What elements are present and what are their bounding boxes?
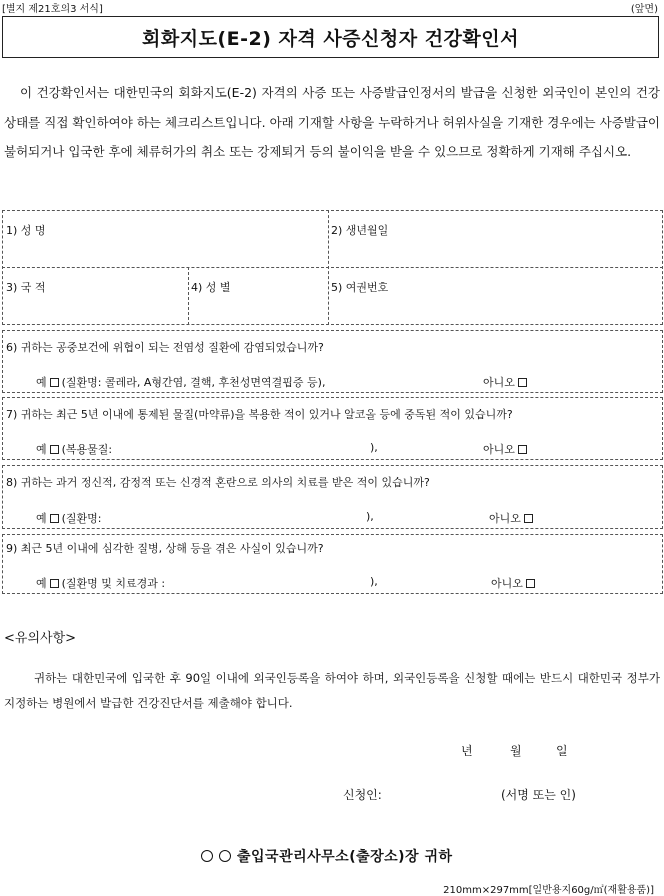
- answer-row: [36, 441, 112, 457]
- detail-label: (질환명: 콜레라, A형간염, 결핵, 후천성면역결핍증 등),: [61, 376, 326, 389]
- circle-blank-icon: [219, 850, 231, 862]
- question-text: 6) 귀하는 공중보건에 위협이 되는 전염성 질환에 감염되었습니까?: [6, 341, 324, 354]
- notes-paragraph: [4, 666, 660, 716]
- notes-text: 귀하는 대한민국에 입국한 후 90일 이내에 외국인등록을 하여야 하며, 외국인등록을 신청할 때에는 반드시 대한민국 정부가 지정하는 병원에서 발급한 건강진단서를 제출해야 합니다.: [4, 671, 660, 710]
- office-name: 출입국관리사무소(출장소)장 귀하: [237, 849, 453, 865]
- detail-label: (질환명:: [61, 512, 102, 525]
- yes-checkbox[interactable]: [50, 445, 59, 454]
- detail-close: ),: [370, 441, 378, 454]
- date-month-label: 월: [510, 744, 522, 758]
- yes-label: 예: [36, 376, 47, 389]
- no-label: 아니오: [483, 376, 515, 389]
- no-label: 아니오: [489, 512, 521, 525]
- detail-close: ),: [366, 510, 374, 523]
- intro-paragraph: [4, 78, 660, 167]
- personal-divider: [2, 267, 663, 268]
- detail-label: (복용물질:: [61, 443, 113, 456]
- signature-label: (서명 또는 인): [501, 788, 576, 802]
- form-number: [별지 제21호의3 서식]: [2, 4, 103, 15]
- yes-label: 예: [36, 577, 47, 590]
- document-title: 회화지도(E-2) 자격 사증신청자 건강확인서: [142, 27, 519, 50]
- intro-text: 이 건강확인서는 대한민국의 회화지도(E-2) 자격의 사증 또는 사증발급인정서의 발급을 신청한 외국인이 본인의 건강상태를 직접 확인하여야 하는 체크리스트입니다. 아래 기재할 사항을 누락하거나 허위사실을 기재한 경우에는 사증발급이 불허되거나 입국한 후에 체류허가의 취소 또는 강제퇴거 등의 불이익을 받을 수 있으므로 정확하게 기재해 주십시오.: [4, 85, 660, 159]
- question-text: 8) 귀하는 과거 정신적, 감정적 또는 신경적 혼란으로 의사의 치료를 받은 적이 있습니까?: [6, 476, 430, 489]
- circle-blank-icon: [201, 850, 213, 862]
- passport-field[interactable]: 5) 여권번호: [331, 281, 389, 294]
- personal-divider: [328, 210, 329, 325]
- applicant-label: 신청인:: [343, 788, 382, 802]
- yes-checkbox[interactable]: [50, 514, 59, 523]
- no-checkbox[interactable]: [526, 579, 535, 588]
- date-day-label: 일: [556, 744, 568, 758]
- personal-divider: [188, 267, 189, 325]
- yes-checkbox[interactable]: [50, 378, 59, 387]
- gender-field[interactable]: 4) 성 별: [191, 281, 231, 294]
- no-label: 아니오: [491, 577, 523, 590]
- no-option: [489, 510, 536, 526]
- no-option: [491, 575, 538, 591]
- no-checkbox[interactable]: [524, 514, 533, 523]
- name-field[interactable]: 1) 성 명: [6, 224, 46, 237]
- no-label: 아니오: [483, 443, 515, 456]
- date-year-label: 년: [461, 744, 473, 758]
- no-option: [483, 374, 530, 390]
- question-text: 9) 최근 5년 이내에 심각한 질병, 상해 등을 겪은 사실이 있습니까?: [6, 542, 324, 555]
- yes-checkbox[interactable]: [50, 579, 59, 588]
- yes-label: 예: [36, 443, 47, 456]
- title-box: [2, 16, 659, 58]
- yes-label: 예: [36, 512, 47, 525]
- no-option: [483, 441, 530, 457]
- notes-heading: <유의사항>: [4, 631, 77, 646]
- birthdate-field[interactable]: 2) 생년월일: [331, 224, 389, 237]
- page-side-label: (앞면): [630, 4, 658, 15]
- no-checkbox[interactable]: [518, 378, 527, 387]
- question-text: 7) 귀하는 최근 5년 이내에 통제된 물질(마약류)을 복용한 적이 있거나 알코올 등에 중독된 적이 있습니까?: [6, 408, 513, 421]
- answer-row: [36, 575, 165, 591]
- detail-close: ),: [370, 575, 378, 588]
- no-checkbox[interactable]: [518, 445, 527, 454]
- answer-row: [36, 510, 102, 526]
- detail-label: (질환명 및 치료경과 :: [61, 577, 166, 590]
- paper-spec: 210mm×297mm[일반용지60g/㎡(재활용품)]: [443, 885, 654, 896]
- nationality-field[interactable]: 3) 국 적: [6, 281, 46, 294]
- answer-row: [36, 374, 325, 390]
- addressee-line: [201, 846, 453, 866]
